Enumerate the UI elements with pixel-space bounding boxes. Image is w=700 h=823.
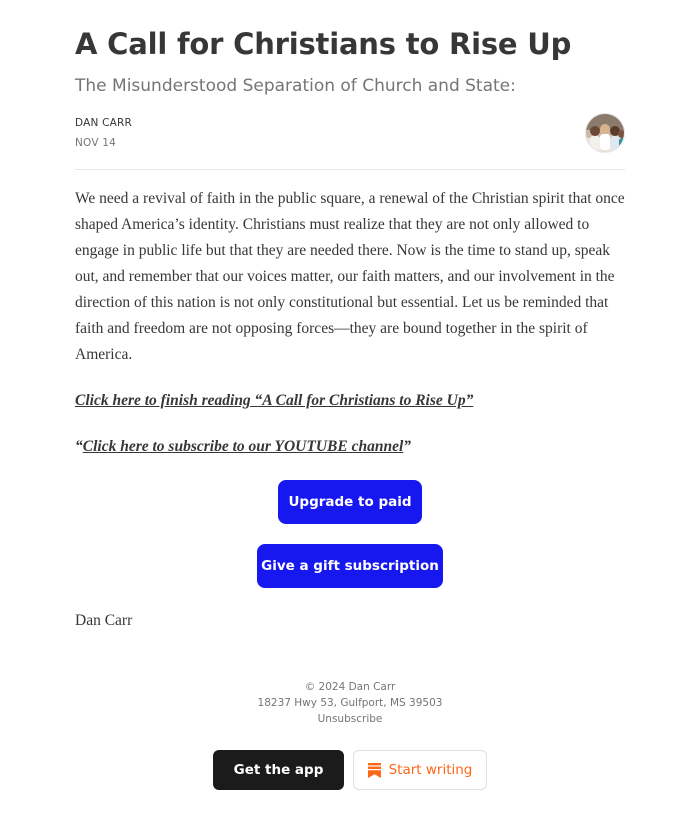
footer — [0, 679, 700, 727]
finish-reading-link[interactable]: Click here to finish reading “A Call for Christians to Rise Up” — [75, 392, 474, 409]
address: 18237 Hwy 53, Gulfport, MS 39503 — [257, 697, 443, 709]
copyright: © 2024 Dan Carr — [304, 681, 396, 693]
byline-divider — [75, 169, 625, 170]
youtube-close-quote: ” — [403, 438, 412, 455]
upgrade-to-paid-button[interactable]: Upgrade to paid — [278, 480, 422, 524]
youtube-paragraph — [75, 434, 411, 460]
post-body: We need a revival of faith in the public square, a renewal of the Christian spirit that once shaped America’s identity. Christians must realize that they are not only allowed to engage in public life but that they are needed there. Now is the time to stand up, speak out, and remember that our voices matter, our faith matters, and our involvement in the direction of this nation is not only constitutional but essential. Let us be reminded that faith and freedom are not opposing forces—they are bound together in the spirit of America. — [75, 190, 625, 363]
author-avatar-photo-icon — [586, 114, 625, 153]
start-writing-button[interactable] — [353, 750, 487, 790]
post-subtitle: The Misunderstood Separation of Church and State: — [75, 76, 516, 96]
post-date: NOV 14 — [75, 137, 117, 149]
get-the-app-button[interactable]: Get the app — [213, 750, 344, 790]
post-title[interactable]: A Call for Christians to Rise Up — [75, 27, 572, 61]
byline — [75, 115, 625, 155]
unsubscribe-link[interactable]: Unsubscribe — [317, 713, 383, 725]
gift-subscription-button[interactable]: Give a gift subscription — [257, 544, 443, 588]
finish-reading-paragraph — [75, 388, 473, 414]
author-name[interactable]: DAN CARR — [75, 117, 132, 129]
signoff: Dan Carr — [75, 612, 133, 629]
substack-logo-icon — [368, 763, 381, 778]
start-writing-label: Start writing — [388, 762, 473, 778]
youtube-open-quote: “ — [75, 438, 83, 455]
author-avatar[interactable] — [585, 113, 625, 153]
youtube-subscribe-link[interactable]: Click here to subscribe to our YOUTUBE channel — [82, 438, 404, 455]
